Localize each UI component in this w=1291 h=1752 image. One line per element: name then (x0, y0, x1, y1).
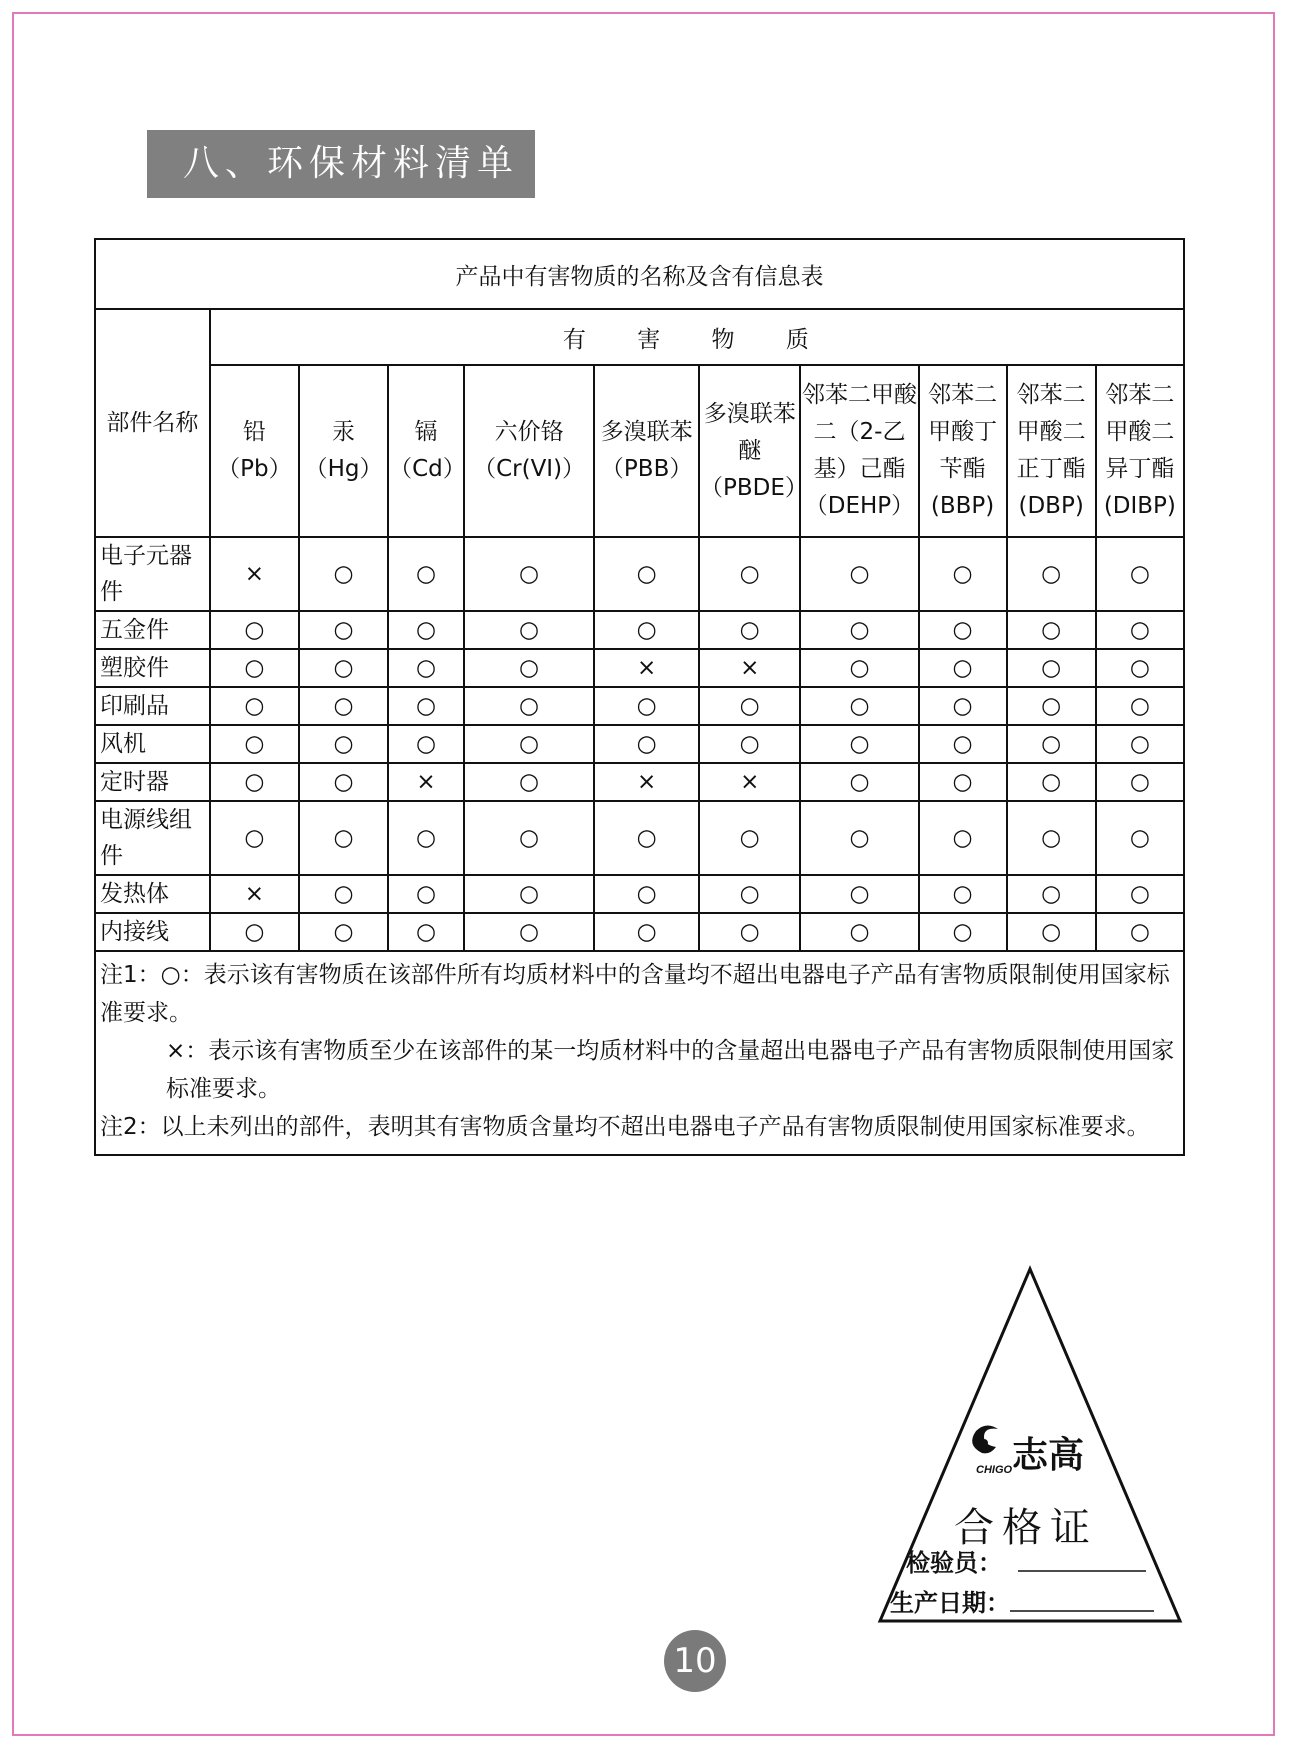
substance-mark: ○ (210, 687, 299, 725)
substance-mark: ○ (210, 801, 299, 875)
column-name: 邻苯二甲酸二异丁酯 (1105, 382, 1175, 482)
column-name: 铅 (242, 419, 266, 445)
table-row (95, 913, 1184, 951)
substance-mark: ○ (1007, 725, 1096, 763)
note-1-circle: 注1：○：表示该有害物质在该部件所有均质材料中的含量均不超出电器电子产品有害物质限制使用国家标准要求。 (100, 962, 1170, 1026)
substance-mark: ○ (800, 687, 918, 725)
substance-mark: ○ (210, 611, 299, 649)
substance-mark: ○ (388, 687, 464, 725)
column-name: 汞 (332, 419, 356, 445)
substance-mark: ○ (919, 763, 1007, 801)
substance-mark: ○ (919, 687, 1007, 725)
substance-mark: × (388, 763, 464, 801)
substance-mark: ○ (464, 611, 594, 649)
substance-mark: ○ (299, 913, 388, 951)
part-name: 电子元器件 (95, 537, 210, 611)
hazard-header: 有 害 物 质 (210, 309, 1184, 365)
substance-mark: ○ (388, 913, 464, 951)
column-header (210, 365, 299, 537)
table-row (95, 687, 1184, 725)
part-name: 印刷品 (95, 687, 210, 725)
substance-mark: × (210, 537, 299, 611)
part-name: 塑胶件 (95, 649, 210, 687)
substance-mark: ○ (388, 725, 464, 763)
note-2: 注2：以上未列出的部件，表明其有害物质含量均不超出电器电子产品有害物质限制使用国家标准要求。 (100, 1114, 1150, 1140)
substance-mark: ○ (299, 801, 388, 875)
substance-mark: ○ (594, 611, 699, 649)
substance-mark: × (594, 649, 699, 687)
column-name: 邻苯二甲酸丁苄酯 (928, 382, 998, 482)
substance-mark: ○ (388, 649, 464, 687)
substance-mark: ○ (1007, 649, 1096, 687)
substance-mark: ○ (919, 725, 1007, 763)
substance-mark: ○ (464, 763, 594, 801)
substance-mark: ○ (210, 763, 299, 801)
substance-mark: ○ (1007, 875, 1096, 913)
substance-mark: ○ (388, 801, 464, 875)
table-title: 产品中有害物质的名称及含有信息表 (95, 239, 1184, 309)
substance-mark: ○ (210, 649, 299, 687)
substance-mark: ○ (699, 611, 800, 649)
substance-mark: ○ (1007, 537, 1096, 611)
table-row (95, 537, 1184, 611)
column-formula: （DEHP） (804, 493, 915, 519)
inspector-label: 检验员： (906, 1548, 1002, 1577)
substance-mark: ○ (464, 875, 594, 913)
substance-mark: ○ (699, 725, 800, 763)
substance-mark: ○ (1007, 763, 1096, 801)
column-formula: (DBP) (1018, 493, 1084, 519)
table-row (95, 649, 1184, 687)
column-name: 邻苯二甲酸二正丁酯 (1016, 382, 1086, 482)
page-number: 10 (664, 1630, 726, 1692)
column-name: 镉 (414, 419, 438, 445)
brand-en: CHIGO (976, 1464, 1013, 1476)
substance-mark: ○ (464, 801, 594, 875)
substance-mark: ○ (464, 687, 594, 725)
substance-mark: ○ (388, 875, 464, 913)
column-header (299, 365, 388, 537)
certificate-title: 合格证 (954, 1505, 1098, 1551)
substance-mark: ○ (388, 611, 464, 649)
substance-mark: ○ (800, 611, 918, 649)
column-formula: （Hg） (304, 456, 383, 482)
substance-mark: ○ (464, 649, 594, 687)
substance-mark: ○ (594, 725, 699, 763)
part-name-header: 部件名称 (95, 309, 210, 537)
column-header (388, 365, 464, 537)
part-name: 发热体 (95, 875, 210, 913)
substance-mark: ○ (800, 725, 918, 763)
substance-mark: ○ (210, 725, 299, 763)
column-header (1007, 365, 1096, 537)
substance-mark: ○ (388, 537, 464, 611)
column-header (699, 365, 808, 537)
substance-mark: ○ (1007, 611, 1096, 649)
column-name: 多溴联苯 (600, 419, 693, 445)
substance-mark: ○ (919, 611, 1007, 649)
column-header (1096, 365, 1184, 537)
substance-mark: ○ (210, 913, 299, 951)
substance-mark: ○ (1096, 649, 1184, 687)
substance-mark: ○ (699, 801, 800, 875)
hazardous-substance-table (94, 238, 1185, 1156)
substance-mark: ○ (919, 537, 1007, 611)
substance-mark: ○ (800, 913, 918, 951)
column-formula: (BBP) (930, 493, 995, 519)
certificate-stamp (876, 1265, 1184, 1627)
substance-mark: ○ (1096, 537, 1184, 611)
substance-mark: ○ (800, 649, 918, 687)
substance-mark: ○ (594, 913, 699, 951)
substance-mark: ○ (464, 725, 594, 763)
substance-mark: ○ (464, 537, 594, 611)
column-formula: （PBB） (600, 456, 693, 482)
substance-mark: ○ (699, 537, 800, 611)
part-name: 五金件 (95, 611, 210, 649)
table-row (95, 725, 1184, 763)
substance-mark: ○ (1096, 913, 1184, 951)
column-formula: (DIBP) (1103, 493, 1176, 519)
column-header (464, 365, 594, 537)
column-header (919, 365, 1007, 537)
column-formula: （Pb） (217, 456, 292, 482)
substance-mark: ○ (1096, 763, 1184, 801)
note-1-cross: ×：表示该有害物质至少在该部件的某一均质材料中的含量超出电器电子产品有害物质限制使用国家标准要求。 (166, 1038, 1175, 1102)
part-name: 电源线组件 (95, 801, 210, 875)
part-name: 风机 (95, 725, 210, 763)
substance-mark: ○ (919, 801, 1007, 875)
column-formula: （Cr(VI)） (473, 456, 586, 482)
substance-mark: ○ (299, 537, 388, 611)
date-label: 生产日期： (890, 1588, 1010, 1617)
substance-mark: × (699, 763, 800, 801)
section-title: 八、环保材料清单 (147, 130, 535, 198)
substance-mark: ○ (1096, 611, 1184, 649)
substance-mark: ○ (1007, 913, 1096, 951)
substance-mark: ○ (1007, 687, 1096, 725)
substance-mark: ○ (1007, 801, 1096, 875)
substance-mark: ○ (299, 611, 388, 649)
substance-mark: ○ (1096, 725, 1184, 763)
notes (95, 951, 1184, 1155)
substance-mark: ○ (464, 913, 594, 951)
substance-mark: ○ (919, 913, 1007, 951)
substance-mark: ○ (800, 875, 918, 913)
substance-mark: ○ (299, 687, 388, 725)
substance-mark: ○ (299, 649, 388, 687)
chigo-logo-icon (972, 1425, 998, 1453)
part-name: 定时器 (95, 763, 210, 801)
substance-mark: ○ (919, 649, 1007, 687)
table-row (95, 611, 1184, 649)
substance-mark: ○ (1096, 875, 1184, 913)
substance-mark: ○ (699, 913, 800, 951)
substance-mark: ○ (594, 537, 699, 611)
substance-mark: ○ (594, 801, 699, 875)
part-name: 内接线 (95, 913, 210, 951)
substance-mark: ○ (699, 875, 800, 913)
substance-mark: ○ (1096, 801, 1184, 875)
table-row (95, 875, 1184, 913)
column-formula: （Cd） (389, 456, 466, 482)
column-name: 六价铬 (494, 419, 564, 445)
brand-cn: 志高 (1012, 1435, 1085, 1476)
table-row (95, 763, 1184, 801)
substance-mark: × (699, 649, 800, 687)
substance-mark: ○ (594, 687, 699, 725)
column-name: 多溴联苯醚 (703, 400, 796, 464)
substance-mark: ○ (299, 875, 388, 913)
substance-mark: ○ (699, 687, 800, 725)
substance-mark: × (594, 763, 699, 801)
column-formula: （PBDE） (700, 474, 808, 501)
column-header (594, 365, 699, 537)
substance-mark: ○ (800, 763, 918, 801)
substance-mark: ○ (919, 875, 1007, 913)
substance-mark: ○ (594, 875, 699, 913)
table-row (95, 801, 1184, 875)
column-header (800, 365, 918, 537)
substance-mark: ○ (299, 763, 388, 801)
substance-mark: ○ (1096, 687, 1184, 725)
substance-mark: × (210, 875, 299, 913)
substance-mark: ○ (800, 801, 918, 875)
substance-mark: ○ (299, 725, 388, 763)
substance-mark: ○ (800, 537, 918, 611)
column-name: 邻苯二甲酸二（2-乙基）己酯 (801, 382, 917, 482)
